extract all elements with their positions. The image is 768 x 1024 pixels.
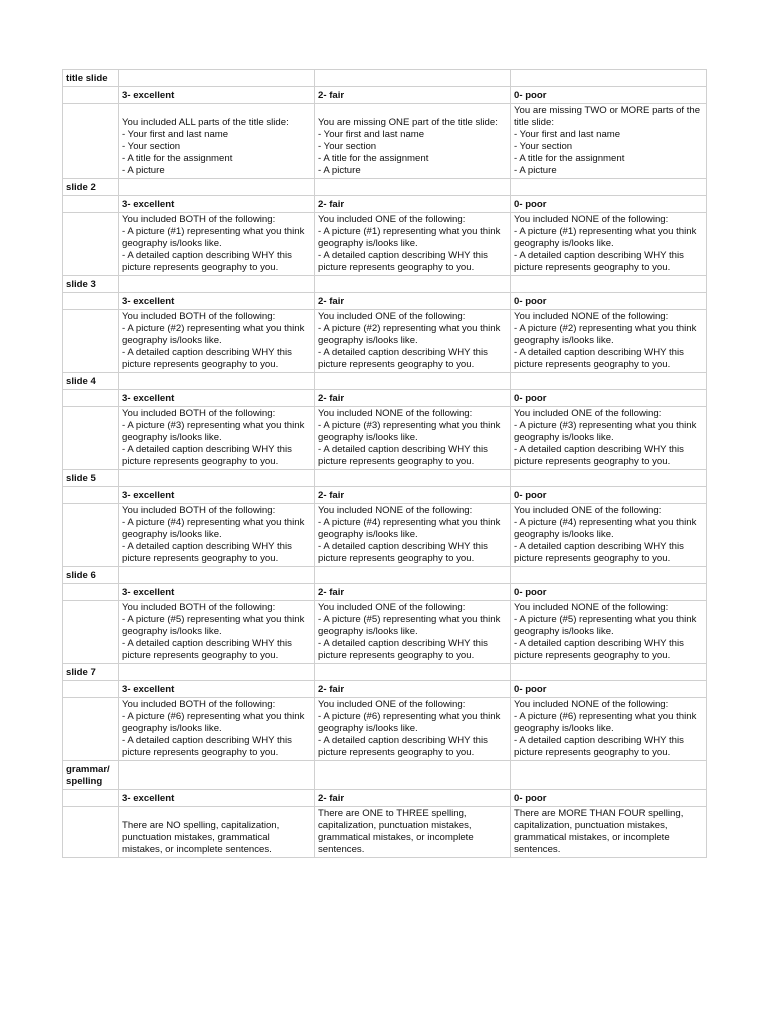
score-header-row [63,584,707,601]
criteria-excellent: You included BOTH of the following: - A picture (#3) representing what you think geography is/looks like. - A detailed caption describing WHY this picture represents geography to you. [119,407,315,470]
score-header-poor: 0- poor [511,790,707,807]
score-header-poor: 0- poor [511,87,707,104]
empty-cell [63,213,119,276]
empty-cell [315,567,511,584]
section-row [63,761,707,790]
criteria-row [63,213,707,276]
criteria-row [63,104,707,179]
empty-cell [63,601,119,664]
empty-cell [119,70,315,87]
empty-cell [119,470,315,487]
criteria-fair: There are ONE to THREE spelling, capitalization, punctuation mistakes, grammatical mistakes, or incomplete sentences. [315,807,511,858]
criteria-fair: You are missing ONE part of the title slide: - Your first and last name - Your section - A title for the assignment - A picture [315,104,511,179]
score-header-fair: 2- fair [315,487,511,504]
score-header-poor: 0- poor [511,487,707,504]
score-header-fair: 2- fair [315,87,511,104]
score-header-fair: 2- fair [315,584,511,601]
score-header-fair: 2- fair [315,681,511,698]
criteria-row [63,504,707,567]
section-row [63,70,707,87]
empty-cell [315,276,511,293]
score-header-excellent: 3- excellent [119,87,315,104]
criteria-poor: You are missing TWO or MORE parts of the title slide: - Your first and last name - Your section - A title for the assignment - A picture [511,104,707,179]
section-row [63,179,707,196]
criteria-poor: You included NONE of the following: - A picture (#1) representing what you think geography is/looks like. - A detailed caption describing WHY this picture represents geography to you. [511,213,707,276]
score-header-row [63,487,707,504]
section-row [63,567,707,584]
criteria-row [63,310,707,373]
criteria-excellent: You included BOTH of the following: - A picture (#4) representing what you think geography is/looks like. - A detailed caption describing WHY this picture represents geography to you. [119,504,315,567]
criteria-poor: You included NONE of the following: - A picture (#5) representing what you think geography is/looks like. - A detailed caption describing WHY this picture represents geography to you. [511,601,707,664]
empty-cell [511,761,707,790]
criteria-poor: You included NONE of the following: - A picture (#6) representing what you think geography is/looks like. - A detailed caption describing WHY this picture represents geography to you. [511,698,707,761]
section-label: slide 7 [63,664,119,681]
criteria-row [63,698,707,761]
rubric-table [62,69,707,858]
score-header-fair: 2- fair [315,196,511,213]
score-header-excellent: 3- excellent [119,584,315,601]
criteria-excellent: There are NO spelling, capitalization, punctuation mistakes, grammatical mistakes, or incomplete sentences. [119,807,315,858]
empty-cell [315,373,511,390]
score-header-poor: 0- poor [511,293,707,310]
criteria-poor: You included NONE of the following: - A picture (#2) representing what you think geography is/looks like. - A detailed caption describing WHY this picture represents geography to you. [511,310,707,373]
empty-cell [63,487,119,504]
criteria-fair: You included ONE of the following: - A picture (#2) representing what you think geography is/looks like. - A detailed caption describing WHY this picture represents geography to you. [315,310,511,373]
section-label: slide 3 [63,276,119,293]
criteria-excellent: You included BOTH of the following: - A picture (#2) representing what you think geography is/looks like. - A detailed caption describing WHY this picture represents geography to you. [119,310,315,373]
empty-cell [63,807,119,858]
empty-cell [63,584,119,601]
empty-cell [63,790,119,807]
score-header-fair: 2- fair [315,293,511,310]
criteria-fair: You included ONE of the following: - A picture (#5) representing what you think geography is/looks like. - A detailed caption describing WHY this picture represents geography to you. [315,601,511,664]
empty-cell [511,179,707,196]
section-row [63,373,707,390]
empty-cell [63,407,119,470]
score-header-poor: 0- poor [511,196,707,213]
empty-cell [63,310,119,373]
empty-cell [315,761,511,790]
score-header-row [63,790,707,807]
section-label: slide 5 [63,470,119,487]
empty-cell [63,104,119,179]
score-header-row [63,681,707,698]
criteria-poor: You included ONE of the following: - A picture (#3) representing what you think geography is/looks like. - A detailed caption describing WHY this picture represents geography to you. [511,407,707,470]
section-label: slide 6 [63,567,119,584]
score-header-fair: 2- fair [315,790,511,807]
empty-cell [119,179,315,196]
empty-cell [119,373,315,390]
score-header-excellent: 3- excellent [119,390,315,407]
empty-cell [511,70,707,87]
criteria-excellent: You included BOTH of the following: - A picture (#1) representing what you think geography is/looks like. - A detailed caption describing WHY this picture represents geography to you. [119,213,315,276]
section-row [63,276,707,293]
criteria-fair: You included NONE of the following: - A picture (#3) representing what you think geography is/looks like. - A detailed caption describing WHY this picture represents geography to you. [315,407,511,470]
empty-cell [315,179,511,196]
section-row [63,470,707,487]
empty-cell [63,196,119,213]
score-header-excellent: 3- excellent [119,487,315,504]
criteria-poor: You included ONE of the following: - A picture (#4) representing what you think geography is/looks like. - A detailed caption describing WHY this picture represents geography to you. [511,504,707,567]
score-header-row [63,87,707,104]
section-label: slide 2 [63,179,119,196]
empty-cell [119,664,315,681]
empty-cell [63,698,119,761]
empty-cell [63,87,119,104]
section-label: slide 4 [63,373,119,390]
empty-cell [511,470,707,487]
empty-cell [511,276,707,293]
empty-cell [119,276,315,293]
empty-cell [119,761,315,790]
score-header-poor: 0- poor [511,681,707,698]
empty-cell [511,664,707,681]
score-header-row [63,293,707,310]
score-header-excellent: 3- excellent [119,196,315,213]
criteria-poor: There are MORE THAN FOUR spelling, capitalization, punctuation mistakes, grammatical mistakes, or incomplete sentences. [511,807,707,858]
rubric-body [63,70,707,858]
criteria-row [63,601,707,664]
criteria-fair: You included ONE of the following: - A picture (#1) representing what you think geography is/looks like. - A detailed caption describing WHY this picture represents geography to you. [315,213,511,276]
empty-cell [63,390,119,407]
section-label: title slide [63,70,119,87]
criteria-excellent: You included ALL parts of the title slide: - Your first and last name - Your section - A title for the assignment - A picture [119,104,315,179]
empty-cell [63,504,119,567]
section-row [63,664,707,681]
section-label: grammar/ spelling [63,761,119,790]
score-header-excellent: 3- excellent [119,790,315,807]
score-header-excellent: 3- excellent [119,293,315,310]
empty-cell [63,293,119,310]
score-header-row [63,390,707,407]
score-header-poor: 0- poor [511,390,707,407]
criteria-excellent: You included BOTH of the following: - A picture (#5) representing what you think geography is/looks like. - A detailed caption describing WHY this picture represents geography to you. [119,601,315,664]
score-header-row [63,196,707,213]
empty-cell [63,681,119,698]
score-header-fair: 2- fair [315,390,511,407]
empty-cell [511,567,707,584]
criteria-row [63,807,707,858]
empty-cell [511,373,707,390]
empty-cell [315,664,511,681]
empty-cell [315,70,511,87]
score-header-excellent: 3- excellent [119,681,315,698]
score-header-poor: 0- poor [511,584,707,601]
empty-cell [315,470,511,487]
criteria-excellent: You included BOTH of the following: - A picture (#6) representing what you think geography is/looks like. - A detailed caption describing WHY this picture represents geography to you. [119,698,315,761]
empty-cell [119,567,315,584]
criteria-fair: You included NONE of the following: - A picture (#4) representing what you think geography is/looks like. - A detailed caption describing WHY this picture represents geography to you. [315,504,511,567]
criteria-row [63,407,707,470]
criteria-fair: You included ONE of the following: - A picture (#6) representing what you think geography is/looks like. - A detailed caption describing WHY this picture represents geography to you. [315,698,511,761]
